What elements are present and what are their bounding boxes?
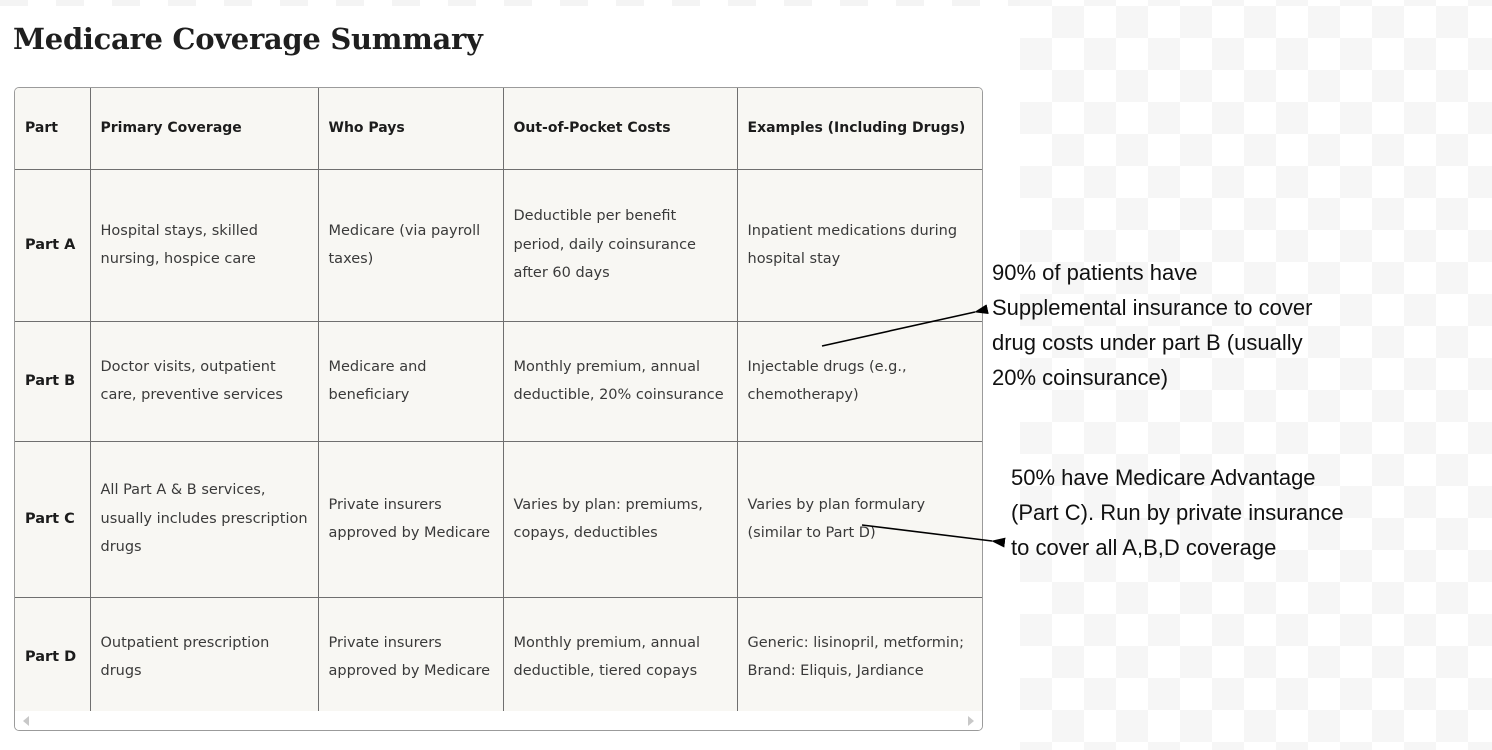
annotation-line: 20% coinsurance) bbox=[992, 365, 1169, 390]
cell-out-of-pocket: Monthly premium, annual deductible, 20% coinsurance bbox=[503, 321, 737, 441]
cell-part: Part D bbox=[15, 597, 90, 717]
cell-primary-coverage: Doctor visits, outpatient care, preventive services bbox=[90, 321, 318, 441]
cell-examples: Inpatient medications during hospital stay bbox=[737, 169, 983, 321]
cell-who-pays: Private insurers approved by Medicare bbox=[318, 597, 503, 717]
annotation-line: Supplemental insurance to cover bbox=[992, 295, 1313, 320]
arrow-icon bbox=[822, 312, 975, 346]
page-title: Medicare Coverage Summary bbox=[13, 22, 483, 56]
column-header-who-pays: Who Pays bbox=[318, 88, 503, 169]
annotation-line: to cover all A,B,D coverage bbox=[1011, 535, 1277, 560]
column-header-part: Part bbox=[15, 88, 90, 169]
cell-examples: Injectable drugs (e.g., chemotherapy) bbox=[737, 321, 983, 441]
cell-examples: Varies by plan formulary (similar to Part D) bbox=[737, 441, 983, 597]
cell-who-pays: Private insurers approved by Medicare bbox=[318, 441, 503, 597]
cell-primary-coverage: All Part A & B services, usually includes prescription drugs bbox=[90, 441, 318, 597]
annotation-line: drug costs under part B (usually bbox=[992, 330, 1303, 355]
arrow-icon bbox=[862, 525, 992, 541]
annotation-line: 50% have Medicare Advantage bbox=[1011, 465, 1316, 490]
cell-out-of-pocket: Varies by plan: premiums, copays, deductibles bbox=[503, 441, 737, 597]
column-header-primary-coverage: Primary Coverage bbox=[90, 88, 318, 169]
cell-part: Part B bbox=[15, 321, 90, 441]
cell-examples: Generic: lisinopril, metformin; Brand: Eliquis, Jardiance bbox=[737, 597, 983, 717]
column-header-examples: Examples (Including Drugs) bbox=[737, 88, 983, 169]
annotation-line: (Part C). Run by private insurance bbox=[1011, 500, 1344, 525]
cell-primary-coverage: Hospital stays, skilled nursing, hospice care bbox=[90, 169, 318, 321]
column-header-out-of-pocket: Out-of-Pocket Costs bbox=[503, 88, 737, 169]
cell-out-of-pocket: Monthly premium, annual deductible, tiered copays bbox=[503, 597, 737, 717]
cell-part: Part C bbox=[15, 441, 90, 597]
cell-primary-coverage: Outpatient prescription drugs bbox=[90, 597, 318, 717]
cell-who-pays: Medicare and beneficiary bbox=[318, 321, 503, 441]
annotation-line: 90% of patients have bbox=[992, 260, 1198, 285]
cell-who-pays: Medicare (via payroll taxes) bbox=[318, 169, 503, 321]
cell-out-of-pocket: Deductible per benefit period, daily coinsurance after 60 days bbox=[503, 169, 737, 321]
cell-part: Part A bbox=[15, 169, 90, 321]
